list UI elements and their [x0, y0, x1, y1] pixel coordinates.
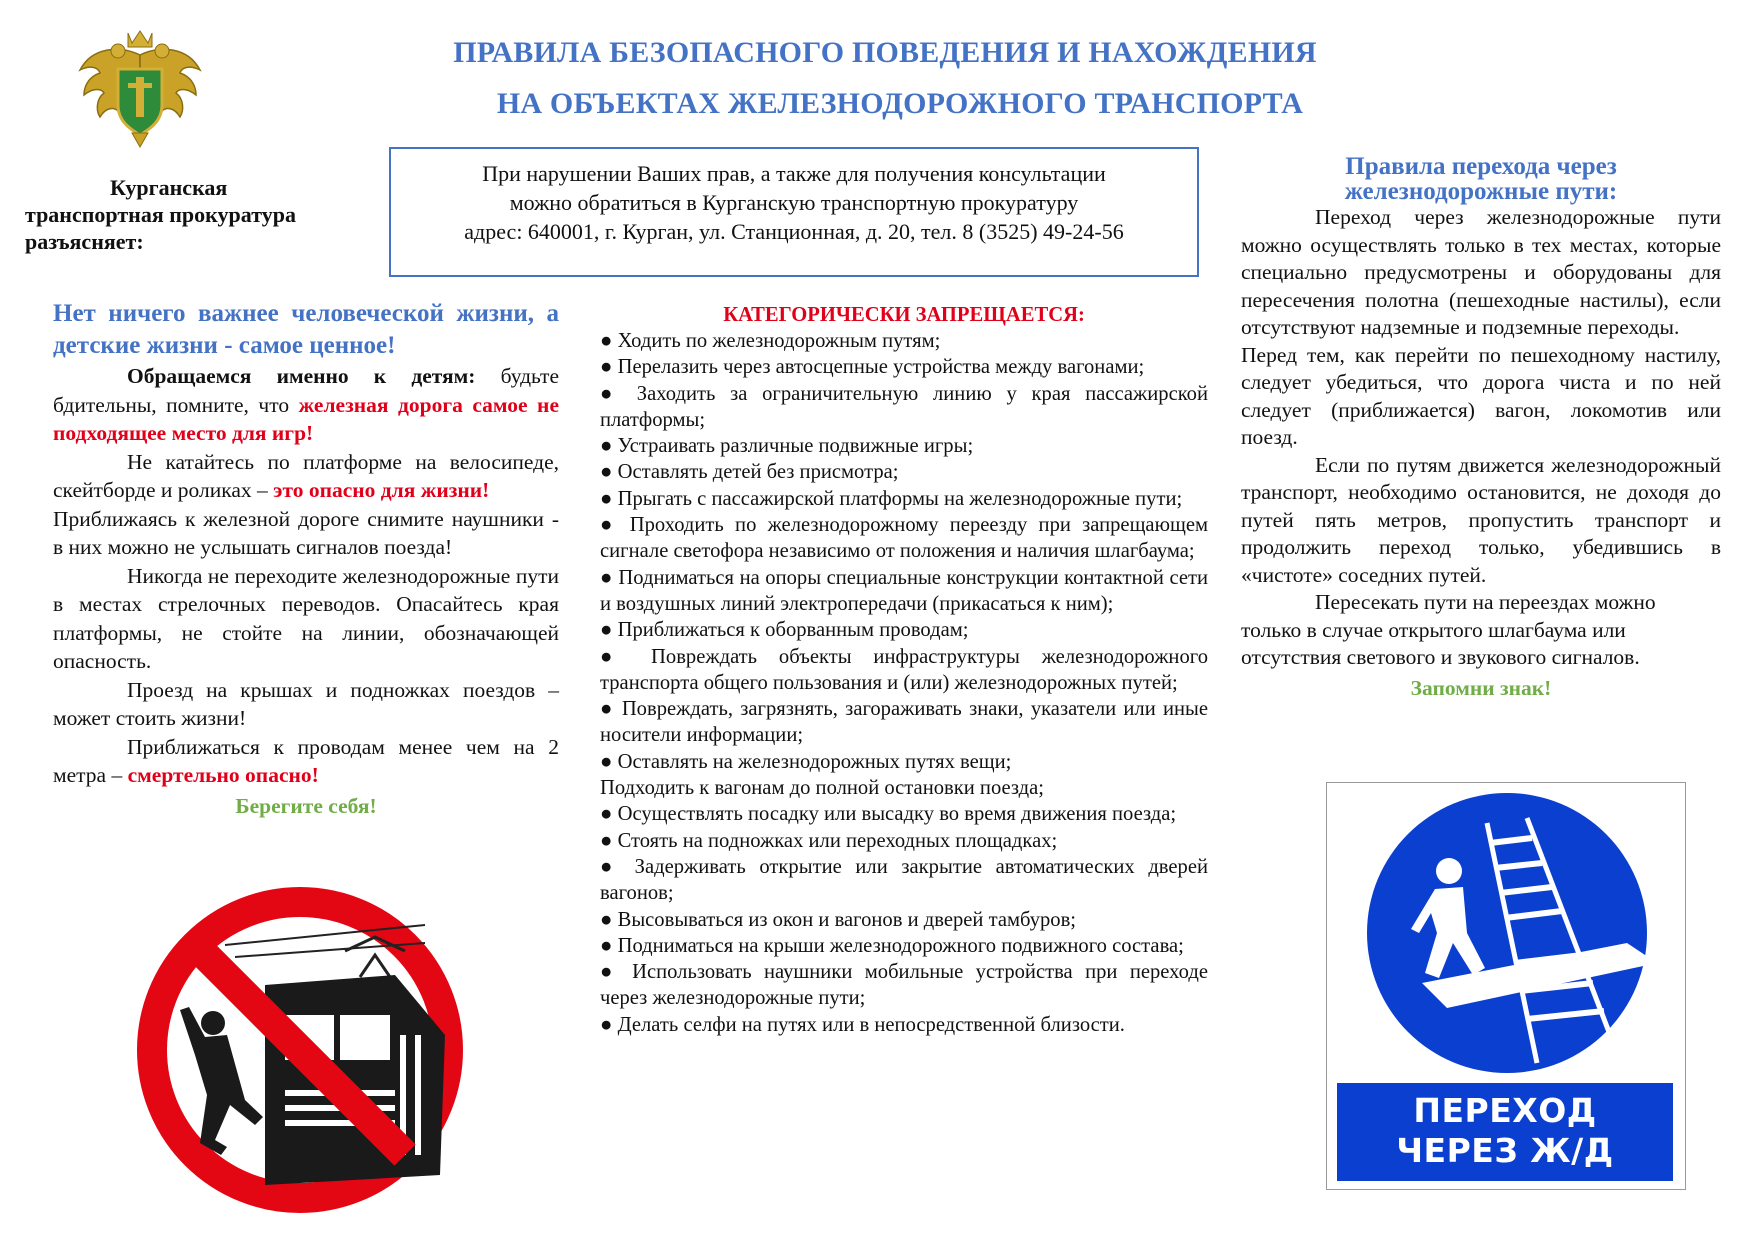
contact-line-1: При нарушении Ваших прав, а также для получения консультации [482, 161, 1106, 186]
middle-column [600, 302, 1208, 1038]
left-paragraph-5: Проезд на крышах и подножках поездов – может стоить жизни! [53, 677, 559, 730]
prohibited-item: ● Высовываться из окон и вагонов и дверей тамбуров; [600, 908, 1077, 931]
prosecutor-line-3: разъясняет: [25, 229, 144, 254]
prohibited-item: ● Прыгать с пассажирской платформы на железнодорожные пути; [600, 487, 1183, 510]
right-paragraph-3: Если по путям движется железнодорожный транспорт, необходимо остановится, не доходя до путей пять метров, пропустить транспорт и продолжить переход только, убедившись в «чистоте» соседних путей. [1241, 452, 1721, 587]
left-heading: Нет ничего важнее человеческой жизни, а детские жизни - самое ценное! [53, 300, 559, 359]
prosecutor-label [25, 174, 345, 255]
left-paragraph-4: Никогда не переходите железнодорожные пути в местах стрелочных переводов. Опасайтесь края платформы, не стойте на линии, обозначающей опасность. [53, 563, 559, 673]
left-paragraph-2 [53, 448, 559, 505]
prohibited-item: ● Задерживать открытие или закрытие автоматических дверей вагонов; [600, 855, 1208, 905]
page-title-line-1: ПРАВИЛА БЕЗОПАСНОГО ПОВЕДЕНИЯ И НАХОЖДЕНИЯ [453, 36, 1317, 69]
prohibited-heading: КАТЕГОРИЧЕСКИ ЗАПРЕЩАЕТСЯ: [723, 304, 1085, 326]
prohibited-item: ● Осуществлять посадку или высадку во время движения поезда; [600, 803, 1177, 826]
prohibited-item: ● Использовать наушники мобильные устройства при переходе через железнодорожные пути; [600, 961, 1208, 1010]
prohibited-item: ● Заходить за ограничительную линию у края пассажирской платформы; [600, 382, 1208, 431]
left-p1-bold: Обращаемся именно к детям: [127, 364, 476, 388]
railway-crossing-sign-icon [1326, 782, 1686, 1190]
prohibited-item: Подходить к вагонам до полной остановки поезда; [600, 777, 1044, 800]
prohibited-item: ● Повреждать, загрязнять, загораживать знаки, указатели или иные носители информации; [600, 698, 1208, 747]
prohibited-item: ● Повреждать объекты инфраструктуры железнодорожного транспорта общего пользования и (или) железнодорожных путей; [600, 645, 1208, 694]
contact-line-2: можно обратиться в Курганскую транспортную прокуратуру [509, 190, 1079, 215]
sign-line-2: ЧЕРЕЗ Ж/Д [1396, 1131, 1614, 1170]
left-p1-red: железная дорога самое не подходящее место для игр! [53, 392, 559, 445]
prohibited-item: ● Приближаться к оборванным проводам; [600, 619, 969, 642]
left-paragraph-6 [53, 733, 559, 790]
right-paragraph-1: Переход через железнодорожные пути можно осуществлять только в тех местах, которые специально предусмотрены и оборудованы для пересечения полотна (пешеходные настилы), если отсутствуют надземные и подземные переходы. [1241, 205, 1721, 339]
left-column [53, 298, 559, 819]
right-paragraph-4: Пересекать пути на переездах можно только в случае открытого шлагбаума или отсутствия светового и звукового сигналов. [1241, 590, 1656, 669]
left-p6-red: смертельно опасно! [127, 763, 319, 787]
crossing-heading-line-1: Правила перехода через [1345, 153, 1617, 180]
right-paragraph-2: Перед тем, как перейти по пешеходному настилу, следует убедиться, что дорога чиста и по ней следует (приближается) вагон, локомотив или поезд. [1241, 342, 1721, 449]
left-p6-text: Приближаться к проводам менее чем на 2 метра – [53, 734, 559, 787]
prohibited-item: ● Подниматься на крыши железнодорожного подвижного состава; [600, 934, 1184, 957]
no-train-surfing-icon [135, 885, 465, 1215]
crossing-heading-line-2: железнодорожные пути: [1344, 178, 1618, 205]
left-p2-red: это опасно для жизни! [273, 478, 490, 502]
sign-text-panel [1337, 1083, 1673, 1181]
prosecutor-line-1: Курганская [110, 175, 228, 200]
contact-line-3: адрес: 640001, г. Курган, ул. Станционная, д. 20, тел. 8 (3525) 49-24-56 [464, 219, 1124, 244]
right-column [1241, 154, 1721, 701]
prohibited-item: ● Ходить по железнодорожным путям; [600, 330, 941, 352]
contact-box [389, 147, 1199, 277]
crossing-rules-heading [1241, 154, 1721, 204]
prosecutor-emblem-icon [70, 25, 210, 150]
left-paragraph-3: Приближаясь к железной дороге снимите наушники - в них можно не услышать сигналов поезда! [53, 506, 559, 559]
prohibited-item: ● Проходить по железнодорожному переезду при запрещающем сигнале светофора независимо от положения и наличия шлагбаума; [600, 514, 1208, 563]
left-p1-text: будьте бдительны, помните, что [53, 364, 559, 417]
left-paragraph-1 [53, 362, 559, 448]
prohibited-item: ● Подниматься на опоры специальные конструкции контактной сети и воздушных линий электропередачи (прикасаться к ним); [600, 566, 1208, 615]
prohibited-item: ● Оставлять детей без присмотра; [600, 461, 899, 484]
prohibited-item: ● Перелазить через автосцепные устройства между вагонами; [600, 356, 1145, 379]
left-footer: Берегите себя! [235, 793, 377, 818]
prohibited-item: ● Устраивать различные подвижные игры; [600, 435, 974, 458]
page-title-line-2: НА ОБЪЕКТАХ ЖЕЛЕЗНОДОРОЖНОГО ТРАНСПОРТА [496, 87, 1304, 120]
left-p2-text: Не катайтесь по платформе на велосипеде, скейтборде и роликах – [53, 449, 559, 502]
prohibited-item: ● Оставлять на железнодорожных путях вещи; [600, 750, 1012, 773]
prohibited-item: ● Делать селфи на путях или в непосредственной близости. [600, 1013, 1125, 1036]
prohibited-item: ● Стоять на подножках или переходных площадках; [600, 829, 1058, 852]
right-footer: Запомни знак! [1410, 675, 1552, 700]
prosecutor-line-2: транспортная прокуратура [25, 202, 296, 227]
prohibited-list [600, 328, 1208, 1038]
sign-line-1: ПЕРЕХОД [1413, 1091, 1597, 1130]
